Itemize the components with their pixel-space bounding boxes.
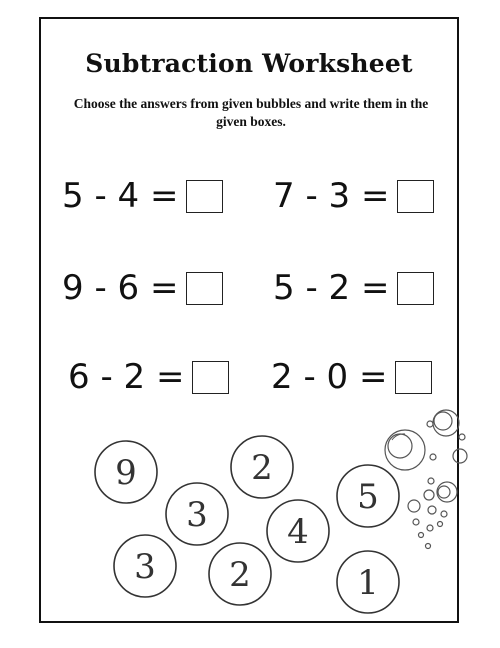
decorative-bubbles-icon xyxy=(385,410,467,549)
answer-bubble[interactable] xyxy=(231,436,293,498)
bubble-number: 2 xyxy=(251,448,273,488)
bubble-number: 4 xyxy=(287,512,309,552)
bubble-number: 2 xyxy=(229,555,251,595)
answer-bubble[interactable] xyxy=(114,535,176,597)
bubble-number: 1 xyxy=(357,563,379,603)
answer-bubble[interactable] xyxy=(95,441,157,503)
equation-expression: 5 - 2 = xyxy=(273,268,390,308)
answer-bubble[interactable] xyxy=(209,543,271,605)
answer-bubble[interactable] xyxy=(337,551,399,613)
equation-expression: 9 - 6 = xyxy=(62,268,179,308)
bubble-number: 5 xyxy=(357,477,379,517)
answer-bubble[interactable] xyxy=(267,500,329,562)
page-title: Subtraction Worksheet xyxy=(85,49,413,78)
equation-expression: 5 - 4 = xyxy=(62,176,179,216)
equation-expression: 6 - 2 = xyxy=(68,357,185,397)
answer-bubble[interactable] xyxy=(337,465,399,527)
instructions-text: Choose the answers from given bubbles and write them in the given boxes. xyxy=(73,96,429,129)
bubble-number: 3 xyxy=(186,495,208,535)
equation-expression: 7 - 3 = xyxy=(273,176,390,216)
bubble-number: 3 xyxy=(134,547,156,587)
equation-expression: 2 - 0 = xyxy=(271,357,388,397)
bubble-number: 9 xyxy=(115,453,137,493)
answer-bubble[interactable] xyxy=(166,483,228,545)
